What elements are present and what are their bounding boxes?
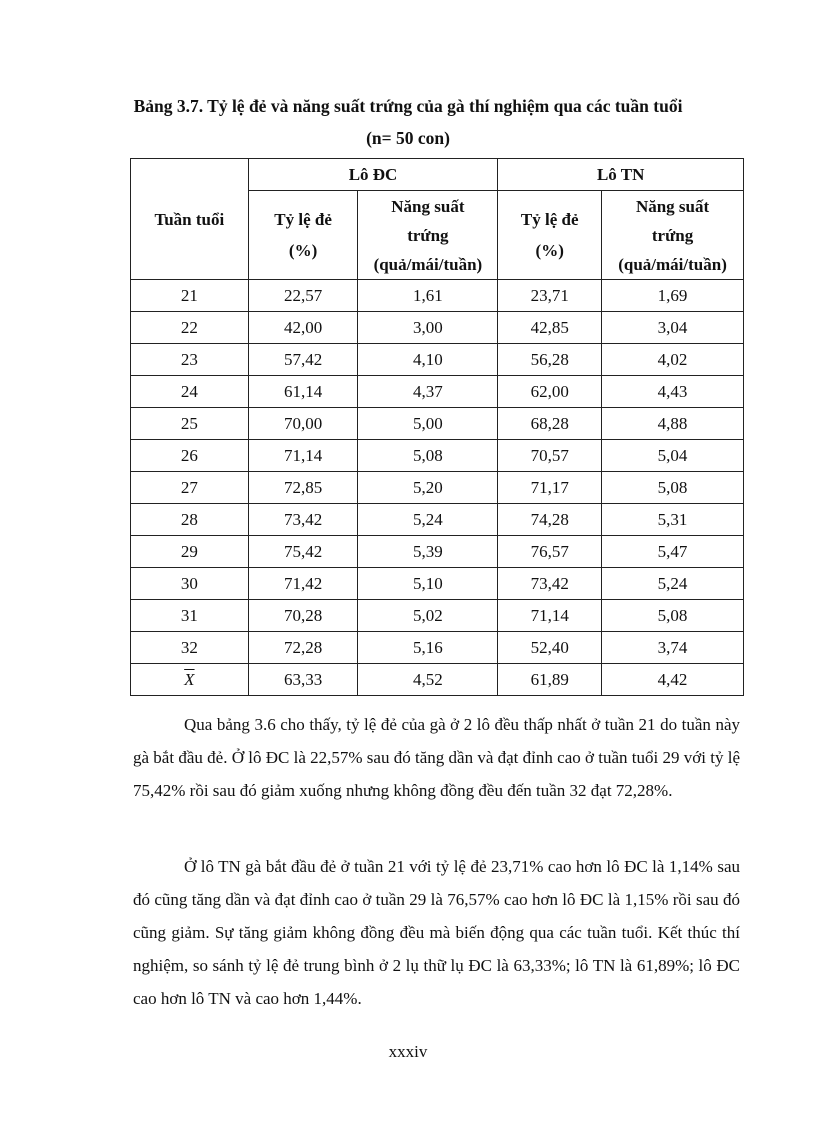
table-row	[131, 344, 744, 376]
tn-yield-header	[602, 191, 744, 280]
week-cell: 21	[131, 280, 249, 312]
yield-label-1: Năng suất	[635, 196, 710, 216]
table-row	[131, 440, 744, 472]
dc-rate-cell: 70,28	[248, 600, 358, 632]
tn-yield-cell: 4,43	[602, 376, 744, 408]
tn-yield-cell: 5,08	[602, 472, 744, 504]
dc-yield-cell: 5,08	[358, 440, 498, 472]
dc-rate-cell: 72,85	[248, 472, 358, 504]
group-tn-header: Lô TN	[498, 159, 744, 191]
table-row	[131, 600, 744, 632]
dc-yield-cell: 5,24	[358, 504, 498, 536]
table-row	[131, 568, 744, 600]
dc-rate-cell: 75,42	[248, 536, 358, 568]
tn-yield-cell: 3,04	[602, 312, 744, 344]
table-row	[131, 504, 744, 536]
dc-yield-mean: 4,52	[358, 664, 498, 696]
dc-rate-mean: 63,33	[248, 664, 358, 696]
tn-rate-cell: 71,17	[498, 472, 602, 504]
yield-label-2: trứng	[407, 225, 449, 245]
page-number: xxxiv	[388, 1042, 428, 1061]
week-cell: 27	[131, 472, 249, 504]
tn-rate-header	[498, 191, 602, 280]
mean-symbol: $\overline{X}$	[131, 664, 249, 696]
dc-yield-cell: 5,00	[358, 408, 498, 440]
dc-rate-cell: 42,00	[248, 312, 358, 344]
week-cell: 31	[131, 600, 249, 632]
tn-rate-cell: 70,57	[498, 440, 602, 472]
tn-rate-cell: 56,28	[498, 344, 602, 376]
dc-rate-cell: 71,14	[248, 440, 358, 472]
tn-rate-cell: 73,42	[498, 568, 602, 600]
body-paragraph-1	[133, 708, 740, 807]
tn-rate-cell: 76,57	[498, 536, 602, 568]
yield-unit: (quả/mái/tuần)	[618, 254, 727, 274]
group-dc-header: Lô ĐC	[248, 159, 498, 191]
week-cell: 29	[131, 536, 249, 568]
dc-yield-header	[358, 191, 498, 280]
tn-yield-cell: 5,24	[602, 568, 744, 600]
week-cell: 22	[131, 312, 249, 344]
dc-yield-cell: 3,00	[358, 312, 498, 344]
yield-unit: (quả/mái/tuần)	[373, 254, 483, 274]
tn-rate-cell: 62,00	[498, 376, 602, 408]
body-paragraph-2	[133, 850, 740, 1015]
tn-rate-cell: 74,28	[498, 504, 602, 536]
table-row	[131, 472, 744, 504]
yield-label-1: Năng suất	[391, 196, 465, 216]
tn-rate-cell: 68,28	[498, 408, 602, 440]
table-row	[131, 312, 744, 344]
tn-rate-cell: 23,71	[498, 280, 602, 312]
rate-unit: (%)	[288, 241, 318, 260]
egg-production-table	[130, 158, 744, 696]
week-cell: 32	[131, 632, 249, 664]
table-caption: Bảng 3.7. Tỷ lệ đẻ và năng suất trứng của gà thí nghiệm qua các tuần tuổi	[133, 96, 683, 116]
tn-yield-cell: 4,02	[602, 344, 744, 376]
dc-yield-cell: 5,39	[358, 536, 498, 568]
week-cell: 24	[131, 376, 249, 408]
dc-yield-cell: 1,61	[358, 280, 498, 312]
paragraph-text: Qua bảng 3.6 cho thấy, tỷ lệ đẻ của gà ở 2 lô đều thấp nhất ở tuần 21 do tuần này gà bắt đầu đẻ. Ở lô ĐC là 22,57% sau đó tăng dần và đạt đỉnh cao ở tuần tuổi 29 với tỷ lệ 75,42% rồi sau đó giảm xuống nhưng không đồng đều đến tuần 32 đạt 72,28%.	[133, 715, 740, 800]
tn-yield-cell: 5,08	[602, 600, 744, 632]
rate-unit: (%)	[535, 241, 564, 260]
table-row	[131, 408, 744, 440]
dc-rate-cell: 71,42	[248, 568, 358, 600]
week-cell: 30	[131, 568, 249, 600]
dc-yield-cell: 4,10	[358, 344, 498, 376]
tn-rate-cell: 52,40	[498, 632, 602, 664]
dc-rate-cell: 61,14	[248, 376, 358, 408]
dc-rate-cell: 22,57	[248, 280, 358, 312]
paragraph-text: Ở lô TN gà bắt đầu đẻ ở tuần 21 với tỷ lệ đẻ 23,71% cao hơn lô ĐC là 1,14% sau đó cũng tăng dần và đạt đỉnh cao ở tuần 29 là 76,57% cao hơn lô ĐC là 1,15% rồi sau đó cũng giảm. Sự tăng giảm không đồng đều mà biến động qua các tuần tuổi. Kết thúc thí nghiệm, so sánh tỷ lệ đẻ trung bình ở 2 lụ thữ lụ ĐC là 63,33%; lô TN là 61,89%; lô ĐC cao hơn lô TN và cao hơn 1,44%.	[133, 857, 740, 1008]
tn-yield-cell: 5,04	[602, 440, 744, 472]
week-cell: 25	[131, 408, 249, 440]
yield-label-2: trứng	[651, 225, 694, 245]
table-subcaption: (n= 50 con)	[366, 128, 450, 148]
tn-yield-mean: 4,42	[602, 664, 744, 696]
dc-rate-cell: 57,42	[248, 344, 358, 376]
week-column-header: Tuần tuổi	[131, 159, 249, 280]
dc-rate-cell: 73,42	[248, 504, 358, 536]
tn-yield-cell: 3,74	[602, 632, 744, 664]
rate-label: Tỷ lệ đẻ	[274, 210, 332, 229]
dc-rate-header	[248, 191, 358, 280]
tn-yield-cell: 4,88	[602, 408, 744, 440]
week-cell: 26	[131, 440, 249, 472]
tn-yield-cell: 5,31	[602, 504, 744, 536]
dc-yield-cell: 5,02	[358, 600, 498, 632]
tn-yield-cell: 1,69	[602, 280, 744, 312]
table-row	[131, 632, 744, 664]
tn-rate-cell: 71,14	[498, 600, 602, 632]
dc-yield-cell: 5,16	[358, 632, 498, 664]
dc-rate-cell: 70,00	[248, 408, 358, 440]
table-row	[131, 376, 744, 408]
rate-label: Tỷ lệ đẻ	[520, 210, 579, 229]
dc-yield-cell: 4,37	[358, 376, 498, 408]
table-row	[131, 280, 744, 312]
tn-yield-cell: 5,47	[602, 536, 744, 568]
table-row	[131, 536, 744, 568]
week-cell: 28	[131, 504, 249, 536]
tn-rate-cell: 42,85	[498, 312, 602, 344]
dc-yield-cell: 5,10	[358, 568, 498, 600]
dc-rate-cell: 72,28	[248, 632, 358, 664]
mean-row	[131, 664, 744, 696]
week-cell: 23	[131, 344, 249, 376]
dc-yield-cell: 5,20	[358, 472, 498, 504]
tn-rate-mean: 61,89	[498, 664, 602, 696]
